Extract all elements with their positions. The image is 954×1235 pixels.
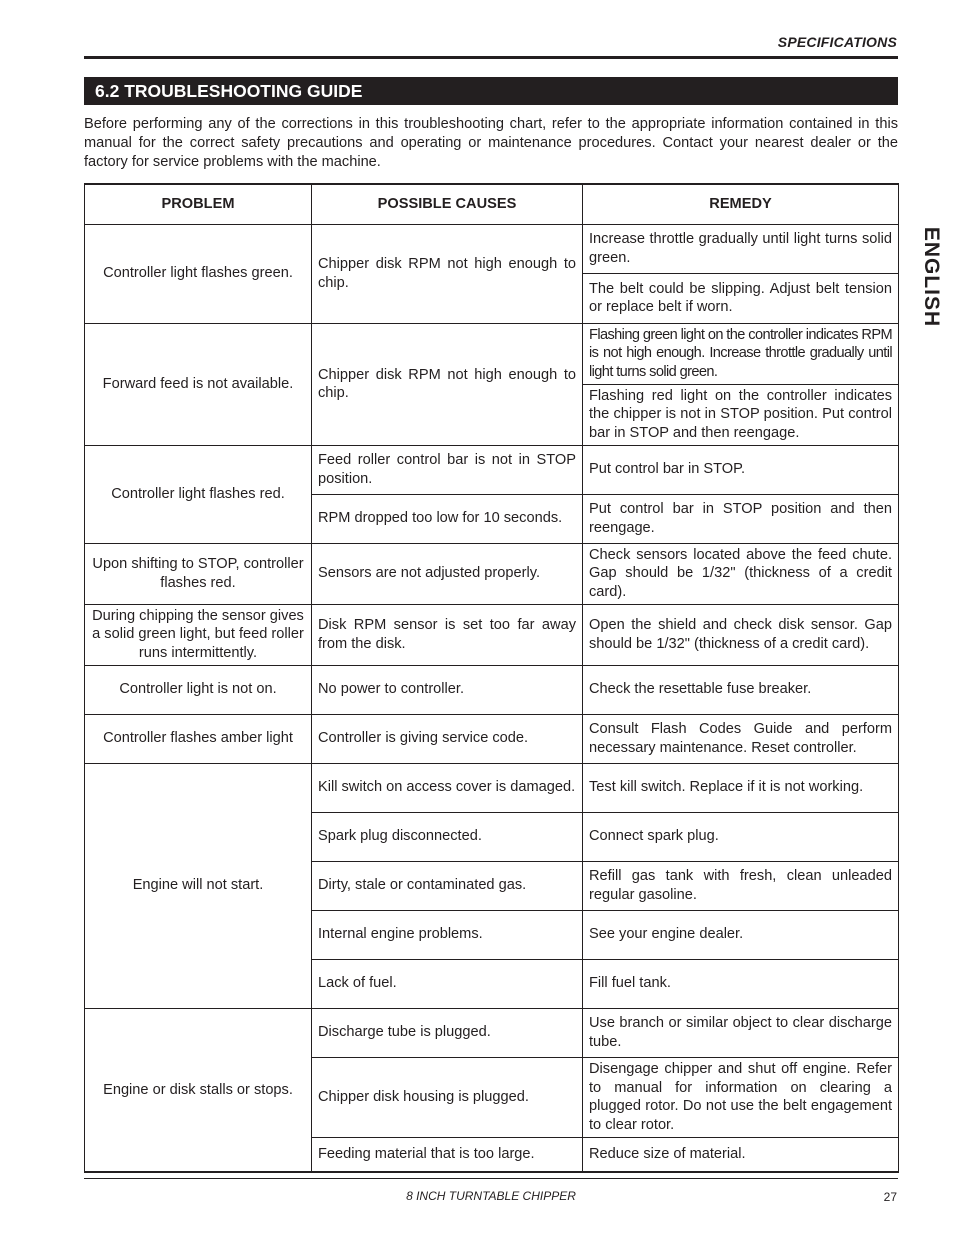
- remedy-cell: Open the shield and check disk sensor. Gap should be 1/32" (thickness of a credit card).: [583, 604, 899, 665]
- cause-cell: Spark plug disconnected.: [312, 812, 583, 861]
- cause-cell: Feed roller control bar is not in STOP position.: [312, 445, 583, 494]
- remedy-cell: Connect spark plug.: [583, 812, 899, 861]
- table-row: [85, 445, 899, 494]
- problem-cell: Engine will not start.: [85, 763, 312, 1008]
- remedy-cell: Put control bar in STOP position and then reengage.: [583, 494, 899, 543]
- remedy-cell: Increase throttle gradually until light turns solid green.: [583, 224, 899, 273]
- remedy-cell: See your engine dealer.: [583, 910, 899, 959]
- remedy-cell: Test kill switch. Replace if it is not working.: [583, 763, 899, 812]
- remedy-cell: The belt could be slipping. Adjust belt tension or replace belt if worn.: [583, 273, 899, 323]
- cause-cell: No power to controller.: [312, 665, 583, 714]
- remedy-cell: Flashing green light on the controller indicates RPM is not high enough. Increase throttle gradually until light turns solid green.: [583, 323, 899, 384]
- table-row: [85, 714, 899, 763]
- problem-cell: Upon shifting to STOP, controller flashes red.: [85, 543, 312, 604]
- cause-cell: RPM dropped too low for 10 seconds.: [312, 494, 583, 543]
- cause-cell: Kill switch on access cover is damaged.: [312, 763, 583, 812]
- cause-cell: Discharge tube is plugged.: [312, 1008, 583, 1057]
- language-tab: [914, 222, 948, 332]
- running-header: SPECIFICATIONS: [777, 34, 897, 50]
- problem-cell: Controller light flashes green.: [85, 224, 312, 323]
- table-row: [85, 323, 899, 384]
- cause-cell: Feeding material that is too large.: [312, 1137, 583, 1172]
- remedy-cell: Consult Flash Codes Guide and perform necessary maintenance. Reset controller.: [583, 714, 899, 763]
- remedy-cell: Check sensors located above the feed chute. Gap should be 1/32" (thickness of a credit card).: [583, 543, 899, 604]
- problem-cell: During chipping the sensor gives a solid green light, but feed roller runs intermittently.: [85, 604, 312, 665]
- page-number: 27: [883, 1190, 897, 1204]
- cause-cell: Chipper disk RPM not high enough to chip.: [312, 224, 583, 323]
- table-row: [85, 604, 899, 665]
- cause-cell: Dirty, stale or contaminated gas.: [312, 861, 583, 910]
- footer-rule: [84, 1178, 898, 1179]
- table-header-row: [85, 184, 899, 224]
- remedy-cell: Fill fuel tank.: [583, 959, 899, 1008]
- remedy-cell: Use branch or similar object to clear discharge tube.: [583, 1008, 899, 1057]
- footer-doc-title: 8 INCH TURNTABLE CHIPPER: [406, 1189, 576, 1203]
- remedy-cell: Reduce size of material.: [583, 1137, 899, 1172]
- header-possible-causes: POSSIBLE CAUSES: [312, 184, 583, 224]
- cause-cell: Controller is giving service code.: [312, 714, 583, 763]
- language-tab-label: ENGLISH: [920, 226, 943, 328]
- cause-cell: Internal engine problems.: [312, 910, 583, 959]
- remedy-cell: Put control bar in STOP.: [583, 445, 899, 494]
- problem-cell: Controller light flashes red.: [85, 445, 312, 543]
- troubleshooting-table: [84, 183, 899, 1173]
- cause-cell: Sensors are not adjusted properly.: [312, 543, 583, 604]
- section-title: 6.2 TROUBLESHOOTING GUIDE: [84, 77, 898, 105]
- cause-cell: Lack of fuel.: [312, 959, 583, 1008]
- remedy-cell: Flashing red light on the controller indicates the chipper is not in STOP position. Put control bar in STOP and then reengage.: [583, 384, 899, 445]
- table-row: [85, 1008, 899, 1057]
- table-row: [85, 763, 899, 812]
- table-row: [85, 543, 899, 604]
- problem-cell: Forward feed is not available.: [85, 323, 312, 445]
- problem-cell: Controller flashes amber light: [85, 714, 312, 763]
- header-rule: [84, 56, 898, 59]
- cause-cell: Chipper disk housing is plugged.: [312, 1057, 583, 1137]
- header-problem: PROBLEM: [85, 184, 312, 224]
- table-row: [85, 224, 899, 273]
- problem-cell: Engine or disk stalls or stops.: [85, 1008, 312, 1172]
- table-row: [85, 665, 899, 714]
- intro-paragraph: Before performing any of the corrections in this troubleshooting chart, refer to the appropriate information contained in this manual for the correct safety precautions and operating or maintenance procedures. Contact your nearest dealer or the factory for service problems with the machine.: [84, 116, 898, 170]
- remedy-cell: Disengage chipper and shut off engine. Refer to manual for information on clearing a plugged rotor. Do not use the belt engagement to clear rotor.: [583, 1057, 899, 1137]
- cause-cell: Disk RPM sensor is set too far away from the disk.: [312, 604, 583, 665]
- remedy-cell: Refill gas tank with fresh, clean unleaded regular gasoline.: [583, 861, 899, 910]
- cause-cell: Chipper disk RPM not high enough to chip.: [312, 323, 583, 445]
- header-remedy: REMEDY: [583, 184, 899, 224]
- remedy-cell: Check the resettable fuse breaker.: [583, 665, 899, 714]
- problem-cell: Controller light is not on.: [85, 665, 312, 714]
